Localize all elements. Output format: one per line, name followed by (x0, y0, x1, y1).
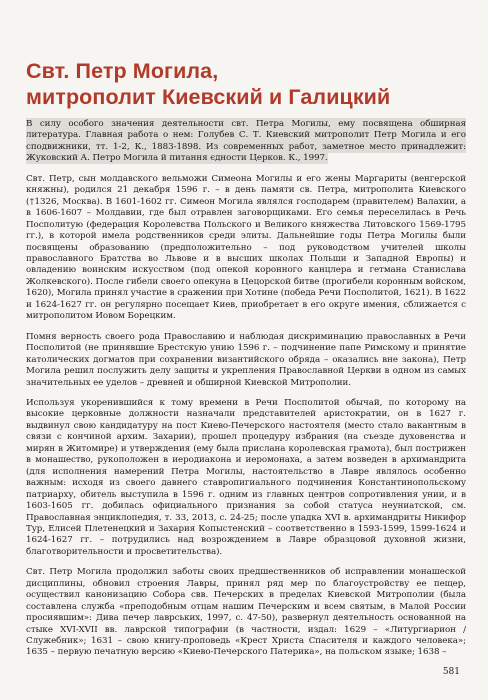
page-title-line-2: митрополит Киевский и Галицкий (26, 85, 391, 109)
page-title (26, 58, 466, 110)
page-title-line-1: Свт. Петр Могила, (26, 59, 219, 83)
article-body (26, 119, 466, 668)
paragraph-bibliography (26, 119, 466, 165)
paragraph-lavra-works: Свт. Петр Могила продолжил заботы своих предшественников об исправлении монашеской дисциплины, обновил строения Лавры, принял ряд мер по благоустройству ее пещер, осуществил канонизацию Собора свв. Печерских в пределах Киевской Митрополии (была составлена служба «преподобным отцам нашим Печерским и всем святым, в Малой России просиявшим»: Дива печер лаврських, 1997, с. 47-50), развернул деятельность основанной на стыке XVI-XVII вв. лаврской типографии (в частности, издал: 1629 – «Литургиарион / Служебник»; 1631 – свою книгу-проповедь «Крест Христа Спасителя и каждого человека»; 1635 – первую печатную версию «Киево-Печерского Патерика», на польском языке; 1638 – (26, 567, 466, 658)
paragraph-biography: Свт. Петр, сын молдавского вельможи Симеона Могилы и его жены Маргариты (венгерской княжны), родился 21 декабря 1596 г. – в день памяти св. Петра, митрополита Киевского (†1326, Москва). В 1601-1602 гг. Симеон Могила являлся господарем (правителем) Валахии, а в 1606-1607 – Молдавии, где был отравлен заговорщиками. Его семья переселилась в Речь Посполитую (федерация Королевства Польского и Великого княжества Литовского 1569-1795 гг.), в которой имела родственников среди элиты. Дальнейшие годы Петра Могилы были посвящены образованию (предположительно – под руководством учителей школы православного Братства во Львове и в высших школах Польши и Западной Европы) и овладению воинским искусством (под опекой коронного канцлера и гетмана Станислава Жолкевского). После гибели своего опекуна в Цецорской битве (прогибели коронным войском, 1620), Могила принял участие в сражении при Хотине (победа Речи Посполитой, 1621). В 1622 и 1624-1627 гг. он регулярно посещает Киев, приобретает в его округе имения, сближается с митрополитом Иовом Борецким. (26, 173, 466, 322)
paragraph-archimandrite: Используя укоренившийся к тому времени в Речи Посполитой обычай, по которому на высокие церковные должности назначали представителей аристократии, он в 1627 г. выдвинул свою кандидатуру на пост Киево-Печерского настоятеля (место стало вакантным в связи с кончиной архим. Захарии), прошел процедуру избрания (на съезде духовенства и мирян в Житомире) и утверждения (ему была прислана королевская грамота), был пострижен в монашество, рукоположен в иеродиакона и иеромонаха, а затем возведен в архимандрита (для исполнения намерений Петра Могилы, настоятельство в Лавре являлось особенно важным: исходя из своего давнего ставропигиального подчинения Константинопольскому патриарху, обитель выступила в 1596 г. одним из главных центров сопротивления унии, и в 1603-1605 гг. добилась официального признания за собой статуса неуниатской, см. Православная энциклопедия, т. 33, 2013, с. 24-25; после упадка XVI в. архимандриты Никифор Тур, Елисей Плетенецкий и Захария Копыстенский – соответственно в 1593-1599, 1599-1624 и 1624-1627 гг. – потрудились над возрождением в Лавре образцовой духовной жизни, благотворительности и просветительства). (26, 397, 466, 557)
highlighted-text: В силу особого значения деятельности свт. Петра Могилы, ему посвящена обширная литература. Главная работа о нем: Голубев С. Т. Киевский митрополит Петр Могила и его сподвижники, тт. 1-2, К., 1883-1898. Из современных работ, заметное место принадлежит: Жуковский А. Петро Могила й питання єдности Церков. К., 1997. (26, 119, 466, 164)
paragraph-mission: Помня верность своего рода Православию и наблюдая дискриминацию православных в Речи Посполитой (не принявшие Брестскую унию 1596 г. – подчинение папе Римскому и принятие католических догматов при сохранении византийского обряда – оказались вне закона), Петр Могила решил послужить делу защиты и укрепления Православной Церкви в одном из самых значительных ее уделов – древней и обширной Киевской Митрополии. (26, 331, 466, 388)
page-number: 581 (442, 667, 460, 677)
